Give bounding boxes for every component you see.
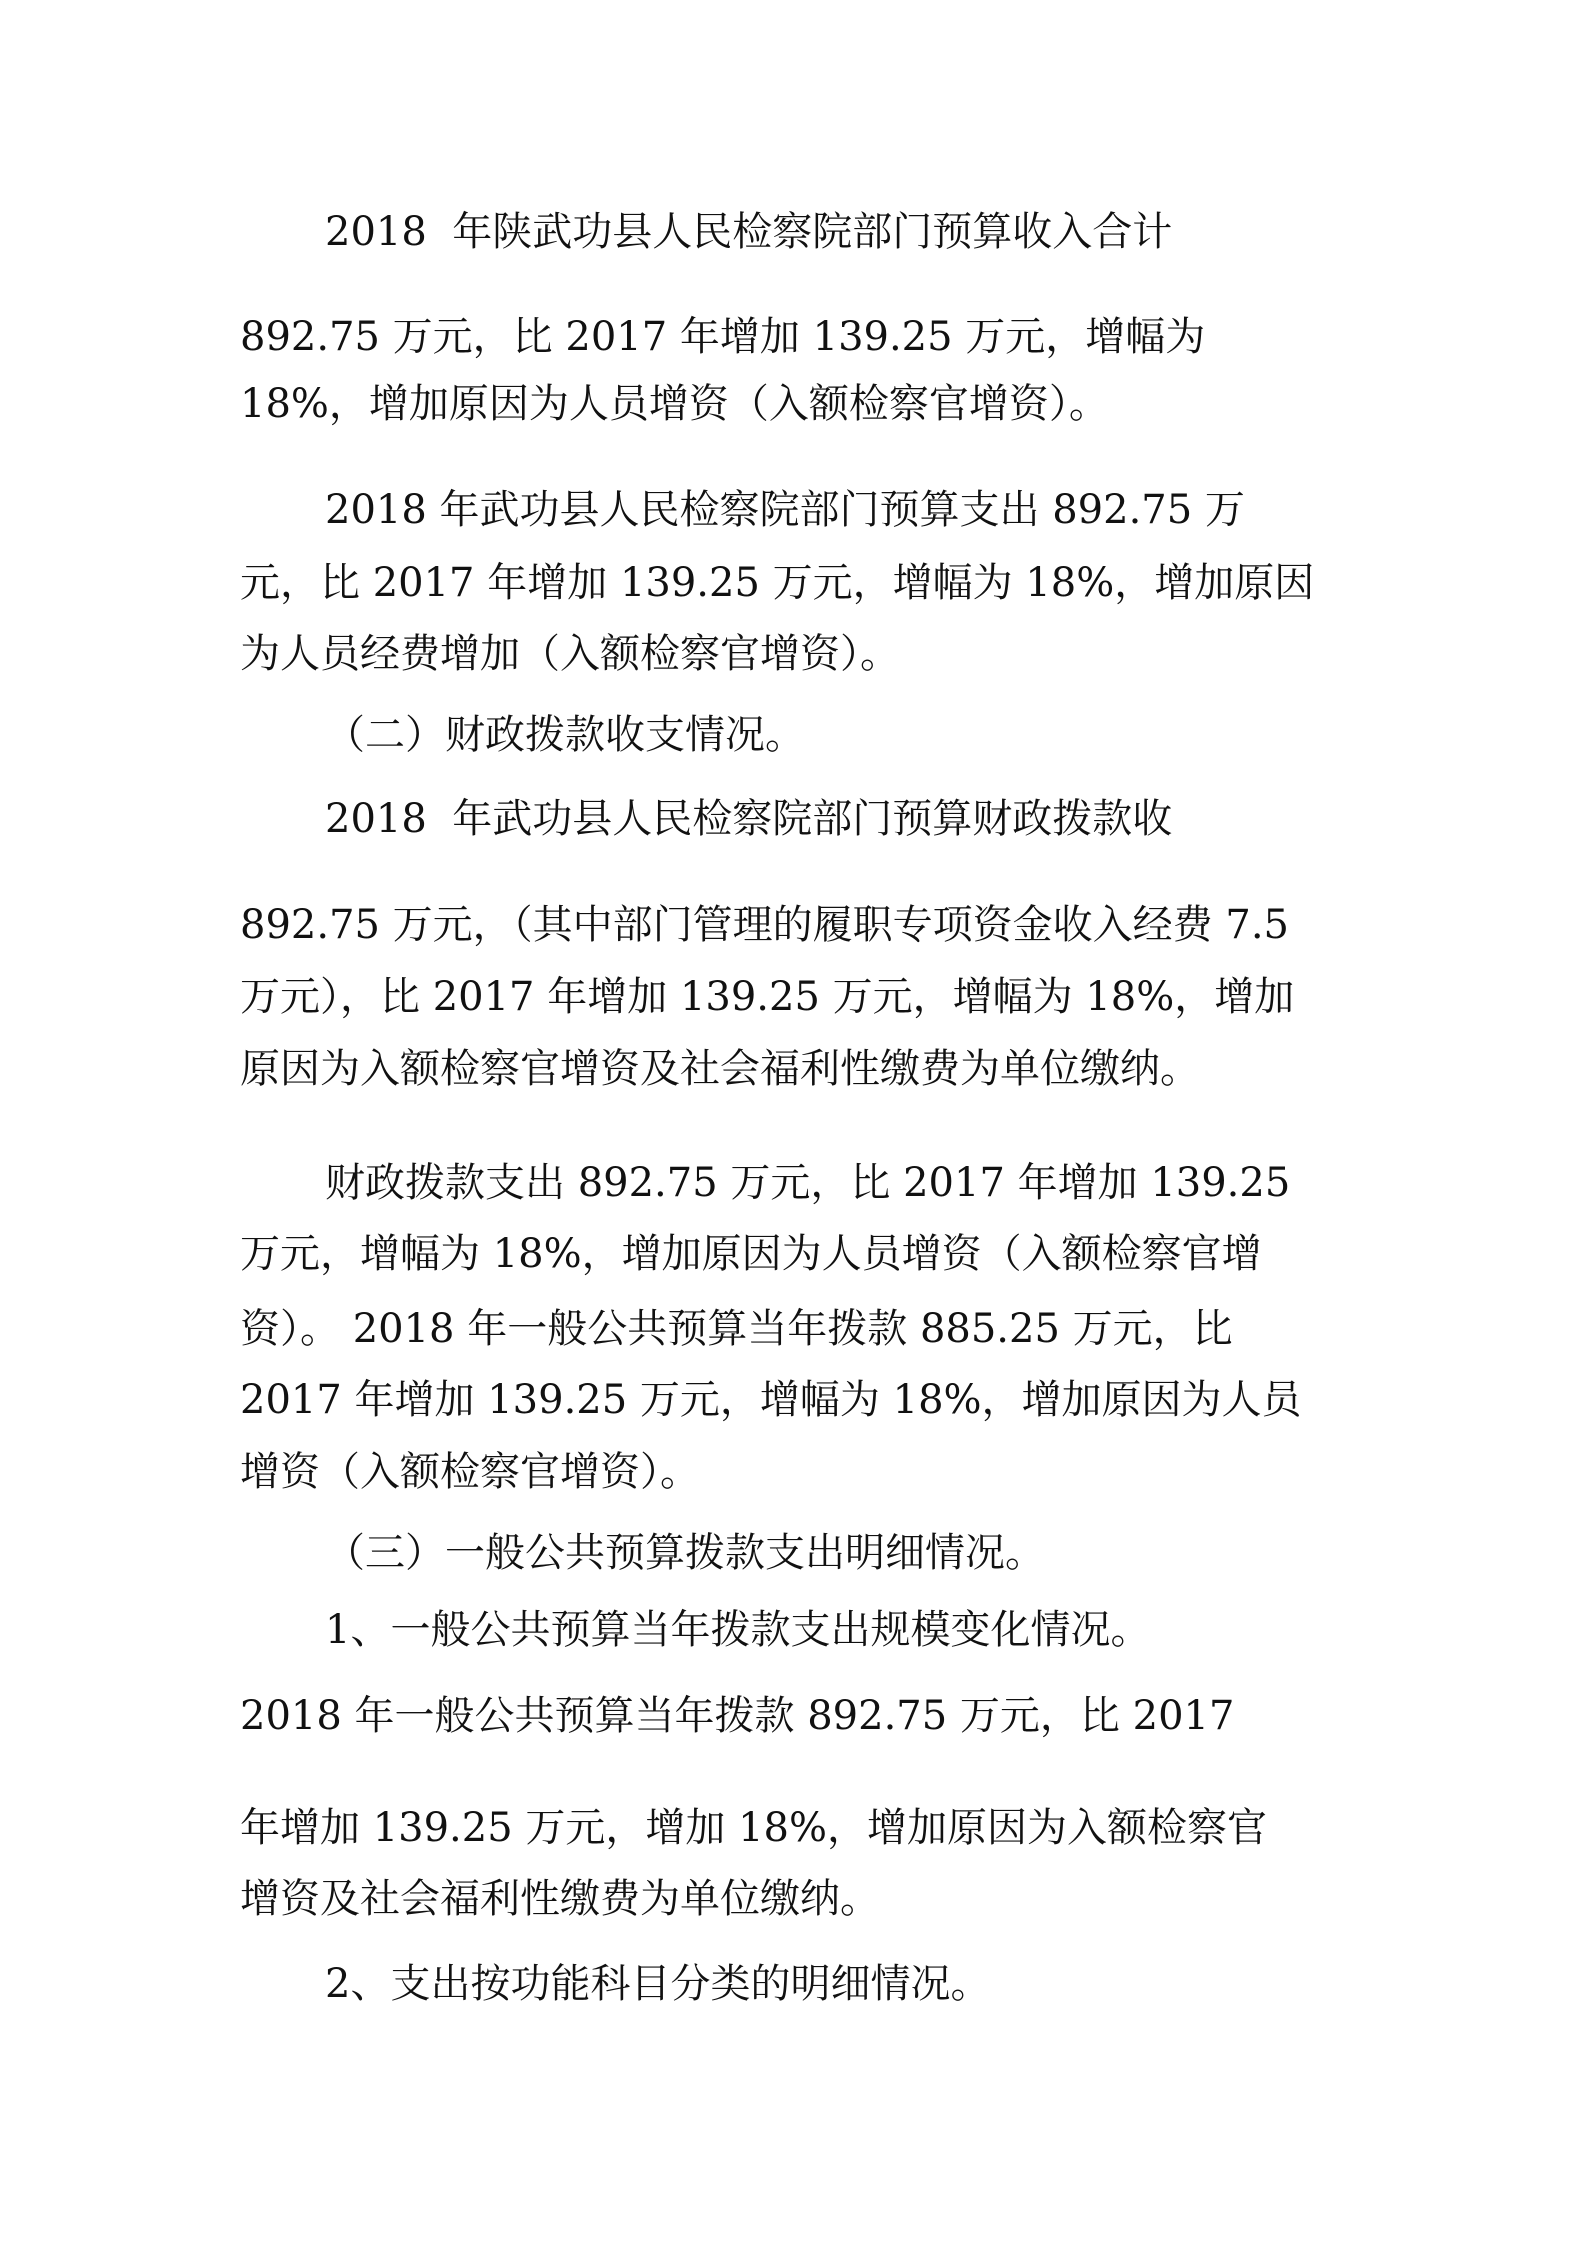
subsection-heading: 2、支出按功能科目分类的明细情况。 (325, 1961, 991, 2007)
text-line: 增资（入额检察官增资）。 (240, 1449, 700, 1495)
section-heading: （三）一般公共预算拨款支出明细情况。 (325, 1530, 1045, 1576)
text-line: 财政拨款支出 892.75 万元，比 2017 年增加 139.25 (325, 1160, 1291, 1206)
text-line: 元，比 2017 年增加 139.25 万元，增幅为 18%，增加原因 (240, 560, 1315, 606)
text-line: 为人员经费增加（入额检察官增资）。 (240, 631, 900, 677)
text-line: 2018 年陕武功县人民检察院部门预算收入合计 (325, 209, 1173, 255)
text-line: 2018 年武功县人民检察院部门预算支出 892.75 万 (325, 487, 1245, 533)
section-heading: （二）财政拨款收支情况。 (325, 712, 805, 758)
text-line: 2018 年一般公共预算当年拨款 892.75 万元，比 2017 (240, 1693, 1235, 1739)
text-line: 18%，增加原因为人员增资（入额检察官增资）。 (240, 381, 1109, 427)
text-line: 资）。 2018 年一般公共预算当年拨款 885.25 万元，比 (240, 1306, 1233, 1352)
subsection-heading: 1、一般公共预算当年拨款支出规模变化情况。 (325, 1607, 1151, 1653)
text-line: 万元），比 2017 年增加 139.25 万元，增幅为 18%，增加 (240, 974, 1295, 1020)
text-line: 892.75 万元，（其中部门管理的履职专项资金收入经费 7.5 (240, 902, 1290, 948)
text-line: 原因为入额检察官增资及社会福利性缴费为单位缴纳。 (240, 1046, 1200, 1092)
text-line: 2017 年增加 139.25 万元，增幅为 18%，增加原因为人员 (240, 1377, 1302, 1423)
text-line: 增资及社会福利性缴费为单位缴纳。 (240, 1876, 880, 1922)
text-line: 2018 年武功县人民检察院部门预算财政拨款收 (325, 796, 1173, 842)
text-line: 万元，增幅为 18%，增加原因为人员增资（入额检察官增 (240, 1231, 1262, 1277)
text-line: 892.75 万元，比 2017 年增加 139.25 万元，增幅为 (240, 314, 1206, 360)
text-line: 年增加 139.25 万元，增加 18%，增加原因为入额检察官 (240, 1805, 1268, 1851)
